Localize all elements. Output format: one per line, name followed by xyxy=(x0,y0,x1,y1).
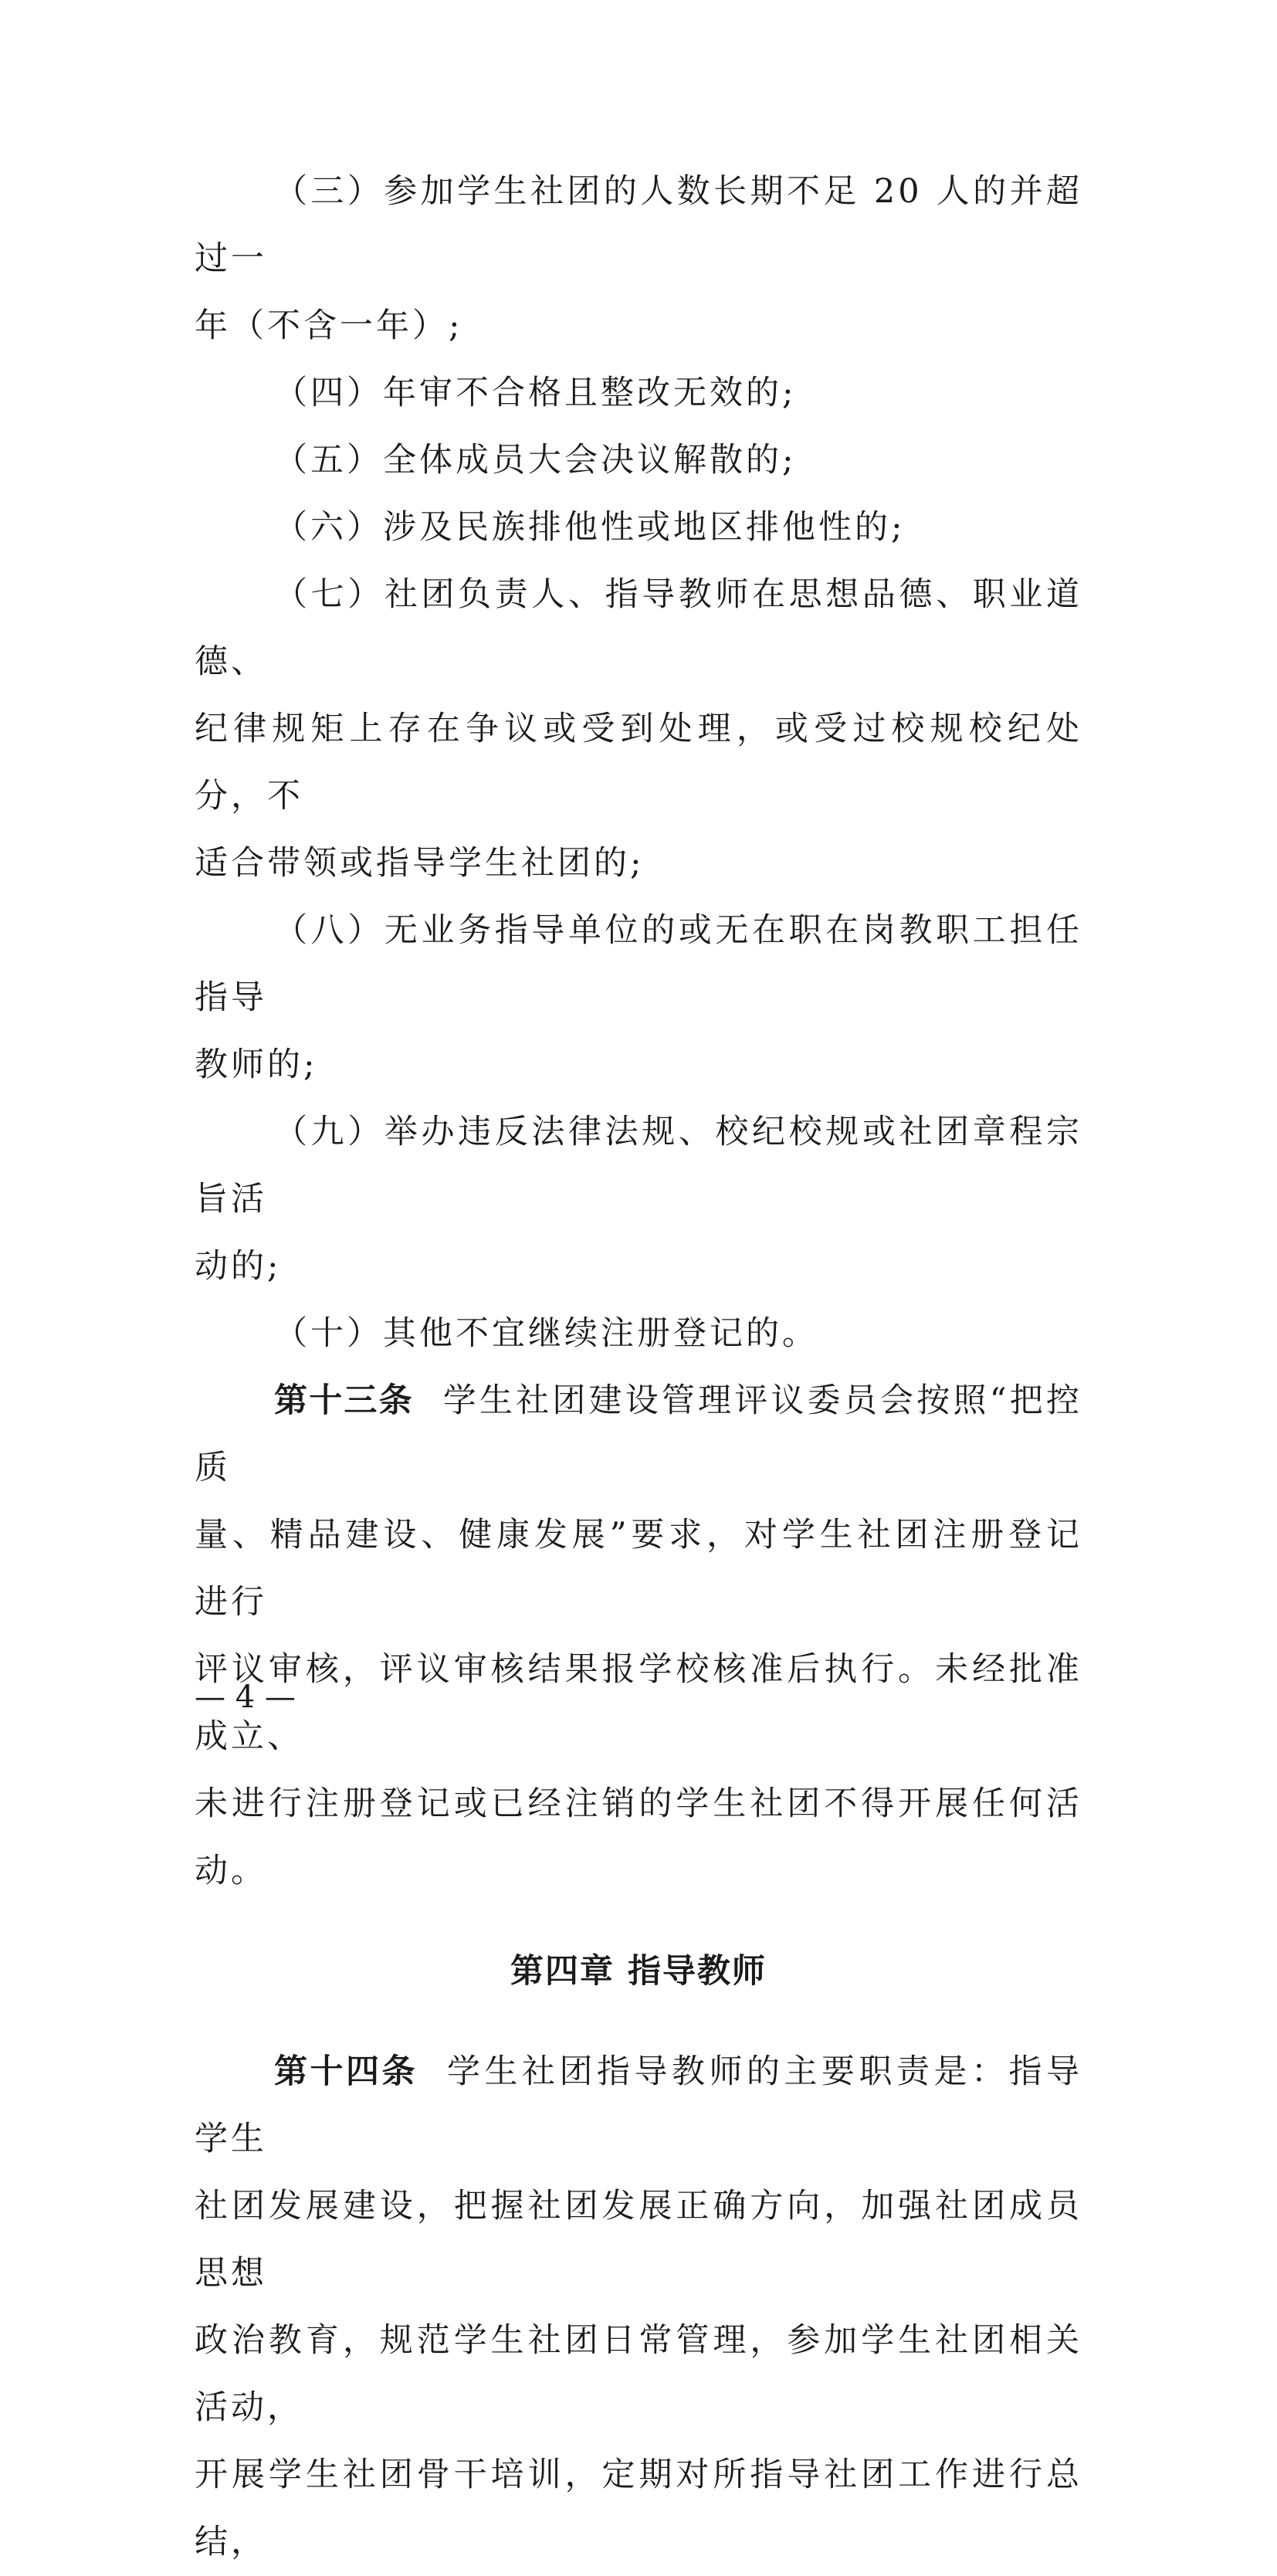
item-7-line-1: （七）社团负责人、指导教师在思想品德、职业道德、 xyxy=(195,575,1082,681)
item-3 xyxy=(195,158,1082,360)
item-7 xyxy=(195,561,1082,897)
item-6: （六）涉及民族排他性或地区排他性的; xyxy=(274,508,906,547)
item-10: （十）其他不宜继续注册登记的。 xyxy=(274,1314,818,1353)
item-5: （五）全体成员大会决议解散的; xyxy=(274,441,797,480)
article-13-line-3: 评议审核，评议审核结果报学校核准后执行。未经批准成立、 xyxy=(195,1650,1082,1756)
item-8-line-1: （八）无业务指导单位的或无在职在岗教职工担任指导 xyxy=(195,911,1082,1017)
article-13-label: 第十三条 xyxy=(274,1381,414,1420)
item-4: （四）年审不合格且整改无效的; xyxy=(274,374,797,412)
item-7-line-2: 纪律规矩上存在争议或受到处理，或受过校规校纪处分，不 xyxy=(195,710,1082,815)
item-9 xyxy=(195,1099,1082,1300)
article-14-line-1 xyxy=(195,2039,1082,2173)
article-13-line-4: 未进行注册登记或已经注销的学生社团不得开展任何活动。 xyxy=(195,1785,1082,1890)
article-14-line-4: 开展学生社团骨干培训，定期对所指导社团工作进行总结， xyxy=(195,2456,1082,2561)
article-14-line-3: 政治教育，规范学生社团日常管理，参加学生社团相关活动， xyxy=(195,2321,1082,2427)
article-13-line-1 xyxy=(195,1368,1082,1502)
item-9-line-1: （九）举办违反法律法规、校纪校规或社团章程宗旨活 xyxy=(195,1113,1082,1219)
article-14 xyxy=(195,2039,1082,2576)
article-13-line-1-text: 学生社团建设管理评议委员会按照“把控质 xyxy=(195,1381,1082,1487)
item-9-line-2: 动的; xyxy=(195,1247,282,1286)
chapter-title: 第四章 指导教师 xyxy=(510,1952,767,1991)
article-14-line-2: 社团发展建设，把握社团发展正确方向，加强社团成员思想 xyxy=(195,2187,1082,2293)
article-14-label: 第十四条 xyxy=(274,2052,418,2091)
item-8 xyxy=(195,897,1082,1099)
item-3-line-2: 年（不含一年）; xyxy=(195,307,463,345)
article-13-line-2: 量、精品建设、健康发展”要求，对学生社团注册登记进行 xyxy=(195,1516,1082,1622)
article-14-line-1-text: 学生社团指导教师的主要职责是：指导学生 xyxy=(195,2052,1082,2158)
item-3-line-1: （三）参加学生社团的人数长期不足 20 人的并超过一 xyxy=(195,172,1082,278)
page-number: — 4 — xyxy=(195,1679,296,1715)
document-body xyxy=(195,158,1082,2576)
item-7-line-3: 适合带领或指导学生社团的; xyxy=(195,844,645,883)
article-13 xyxy=(195,1368,1082,1905)
item-8-line-2: 教师的; xyxy=(195,1046,318,1084)
